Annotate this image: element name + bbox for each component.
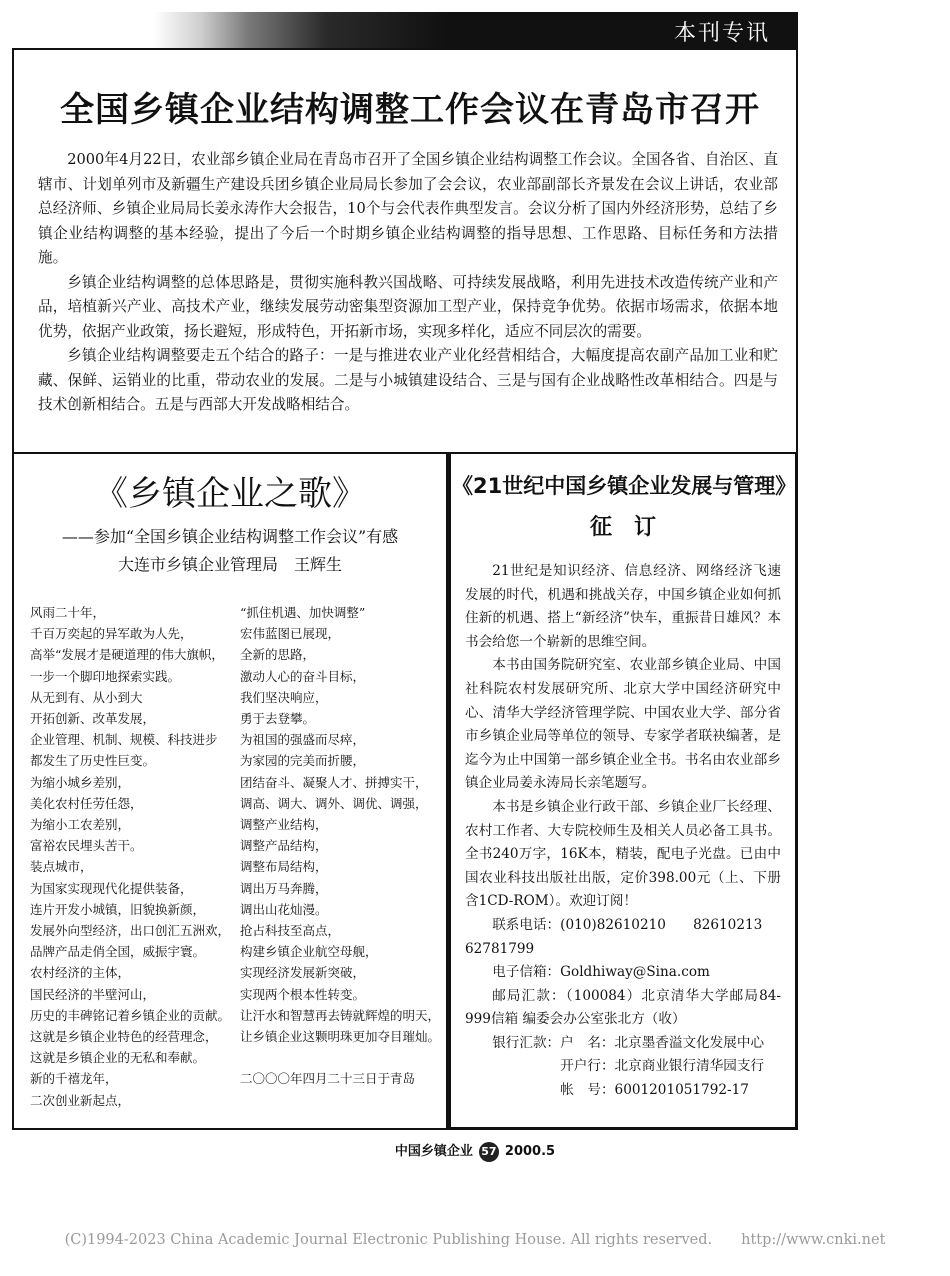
poem-line: 都发生了历史性巨变。 (30, 753, 156, 769)
ad-phone-extra: 62781799 (465, 940, 535, 957)
poem-line: 为缩小工农差别， (30, 817, 131, 833)
poem-line: 高举“发展才是硬道理的伟大旗帜， (30, 647, 224, 663)
poem-left-column (30, 602, 230, 1111)
poem-line: 调整布局结构， (240, 859, 328, 875)
poem-line: 新的千禧龙年， (30, 1071, 118, 1087)
ad-body (465, 560, 781, 1103)
poem-line: 让乡镇企业这颗明珠更加夺目璀灿。 (240, 1029, 441, 1045)
poem-line: 连片开发小城镇，旧貌换新颜， (30, 901, 206, 917)
ad-phone: 联系电话：(010)82610210 82610213 (492, 916, 763, 933)
ad-bank-account: 帐 号：6001201051792-17 (560, 1082, 749, 1099)
page-footer (0, 1140, 950, 1162)
poem-line: 从无到有、从小到大 (30, 689, 143, 705)
article-title: 全国乡镇企业结构调整工作会议在青岛市召开 (60, 90, 760, 130)
ad-title: 《21世纪中国乡镇企业发展与管理》 (452, 474, 797, 498)
poem-line: 农村经济的主体， (30, 965, 131, 981)
article-body (38, 148, 778, 418)
poem-line: 千百万奕起的异军敢为人先， (30, 626, 193, 642)
poem-line: 开拓创新、改革发展， (30, 711, 156, 727)
footer-issue: 2000.5 (504, 1144, 556, 1159)
poem-line: 实现经济发展新突破， (240, 965, 366, 981)
poem-line: 美化农村任劳任怨， (30, 795, 143, 811)
header-band (12, 12, 798, 48)
poem-line: 激动人心的奋斗目标， (240, 668, 366, 684)
poem-line: 风雨二十年， (30, 605, 106, 620)
poem-title: 《乡镇企业之歌》 (94, 474, 366, 514)
article-paragraph: 乡镇企业结构调整的总体思路是，贯彻实施科教兴国战略、可持续发展战略，利用先进技术改造传统产业和产品，培植新兴产业、高技术产业，继续发展劳动密集型资源加工型产业，保持竞争优势。依据市场需求，依据本地优势，依据产业政策，扬长避短，形成特色，开拓新市场，实现多样化，适应不同层次的需要。 (38, 273, 778, 340)
ad-bank-name-row (492, 1032, 781, 1056)
poem-subtitle: ——参加“全国乡镇企业结构调整工作会议”有感 (61, 527, 399, 546)
poem-line: 调高、调大、调外、调优、调强， (240, 795, 428, 811)
ad-bank-label: 银行汇款： (492, 1034, 561, 1051)
ad-postal: 邮局汇款：（100084）北京清华大学邮局84-999信箱 编委会办公室张北方（收） (465, 987, 781, 1028)
poem-line: 为国家实现现代化提供装备， (30, 880, 193, 896)
ad-paragraph: 21世纪是知识经济、信息经济、网络经济飞速发展的时代，机遇和挑战关存，中国乡镇企业如何抓住新的机遇、搭上“新经济”快车，重振昔日雄风？本书会给您一个崭新的思维空间。 (465, 563, 781, 650)
poem-line: 这就是乡镇企业特色的经营理念， (30, 1029, 218, 1045)
poem-line: 装点城市， (30, 859, 93, 875)
poem-author: 大连市乡镇企业管理局 王辉生 (117, 555, 342, 574)
poem-line: 调出山花灿漫。 (240, 901, 328, 917)
poem-line: 团结奋斗、凝聚人才、拼搏实干， (240, 774, 428, 790)
ad-bank-branch: 开户行：北京商业银行清华园支行 (560, 1058, 765, 1075)
poem-right-column (240, 602, 440, 1090)
copyright-notice: (C)1994-2023 China Academic Journal Electronic Publishing House. All rights reserved. http://www.cnki.net (64, 1232, 886, 1248)
poem-line (240, 1047, 440, 1068)
poem-line: 富裕农民埋头苦干。 (30, 838, 143, 854)
article-paragraph: 2000年4月22日，农业部乡镇企业局在青岛市召开了全国乡镇企业结构调整工作会议。全国各省、自治区、直辖市、计划单列市及新疆生产建设兵团乡镇企业局局长参加了会会议，农业部副部长齐景发在会议上讲话，农业部总经济师、乡镇企业局局长姜永涛作大会报告，10个与会代表作典型发言。会议分析了国内外经济形势，总结了乡镇企业结构调整的基本经验，提出了今后一个时期乡镇企业结构调整的指导思想、工作思路、目标任务和方法措施。 (38, 151, 778, 266)
poem-line: 构建乡镇企业航空母舰， (240, 944, 378, 960)
section-label: 本刊专讯 (673, 21, 770, 46)
ad-bank (465, 1032, 781, 1103)
page-number-badge: 57 (479, 1142, 499, 1162)
ad-email: 电子信箱：Goldhiway@Sina.com (492, 964, 710, 981)
poem-line: 为缩小城乡差别， (30, 774, 131, 790)
ad-paragraph: 本书由国务院研究室、农业部乡镇企业局、中国社科院农村发展研究所、北京大学中国经济研究中心、清华大学经济管理学院、中国农业大学、部分省市乡镇企业局等单位的领导、专家学者联袂编著，是迄今为止中国第一部乡镇企业全书。书名由农业部乡镇企业局姜永涛局长亲笔题写。 (465, 657, 781, 792)
poem-line: “抓住机遇、加快调整” (240, 605, 366, 620)
poem-line: 让汗水和智慧再去铸就辉煌的明天， (240, 1007, 441, 1023)
poem-line: 实现两个根本性转变。 (240, 986, 366, 1002)
poem-line: 国民经济的半壁河山， (30, 986, 156, 1002)
poem-line: 调整产业结构， (240, 817, 328, 833)
poem-line: 历史的丰碑铭记着乡镇企业的贡献。 (30, 1007, 231, 1023)
poem-line: 调出万马奔腾， (240, 880, 328, 896)
ad-subtitle: 征订 (589, 515, 678, 540)
poem-line: 调整产品结构， (240, 838, 328, 854)
poem-line: 品牌产品走俏全国，威振宇寰。 (30, 944, 206, 960)
poem-line: 为家园的完美而折腰， (240, 753, 366, 769)
poem-line: 我们坚决响应， (240, 689, 328, 705)
poem-line: 二〇〇〇年四月二十三日于青岛 (240, 1071, 416, 1087)
poem-line: 企业管理、机制、规模、科技进步 (30, 732, 218, 748)
poem-line: 一步一个脚印地探索实践。 (30, 668, 181, 684)
poem-line: 全新的思路， (240, 647, 316, 663)
footer-journal: 中国乡镇企业 (394, 1144, 473, 1159)
poem-line: 发展外向型经济，出口创汇五洲欢， (30, 923, 231, 939)
poem-line: 为祖国的强盛而尽瘁， (240, 732, 366, 748)
article-paragraph: 乡镇企业结构调整要走五个结合的路子：一是与推进农业产业化经营相结合，大幅度提高农副产品加工业和贮藏、保鲜、运销业的比重，带动农业的发展。二是与小城镇建设结合、三是与国有企业战略性改革相结合。四是与技术创新相结合。五是与西部大开发战略相结合。 (38, 347, 778, 413)
poem-line: 这就是乡镇企业的无私和奉献。 (30, 1050, 206, 1066)
poem-line: 二次创业新起点， (30, 1092, 131, 1108)
poem-line: 宏伟蓝图已展现， (240, 626, 341, 642)
ad-paragraph: 本书是乡镇企业行政干部、乡镇企业厂长经理、农村工作者、大专院校师生及相关人员必备工具书。全书240万字，16K本，精装，配电子光盘。已由中国农业科技出版社出版，定价398.00元（上、下册含1CD-ROM）。欢迎订阅！ (465, 798, 781, 910)
poem-line: 抢占科技至高点， (240, 923, 341, 939)
poem-line: 勇于去登攀。 (240, 711, 316, 727)
ad-bank-name: 户 名：北京墨香溢文化发展中心 (560, 1034, 765, 1051)
